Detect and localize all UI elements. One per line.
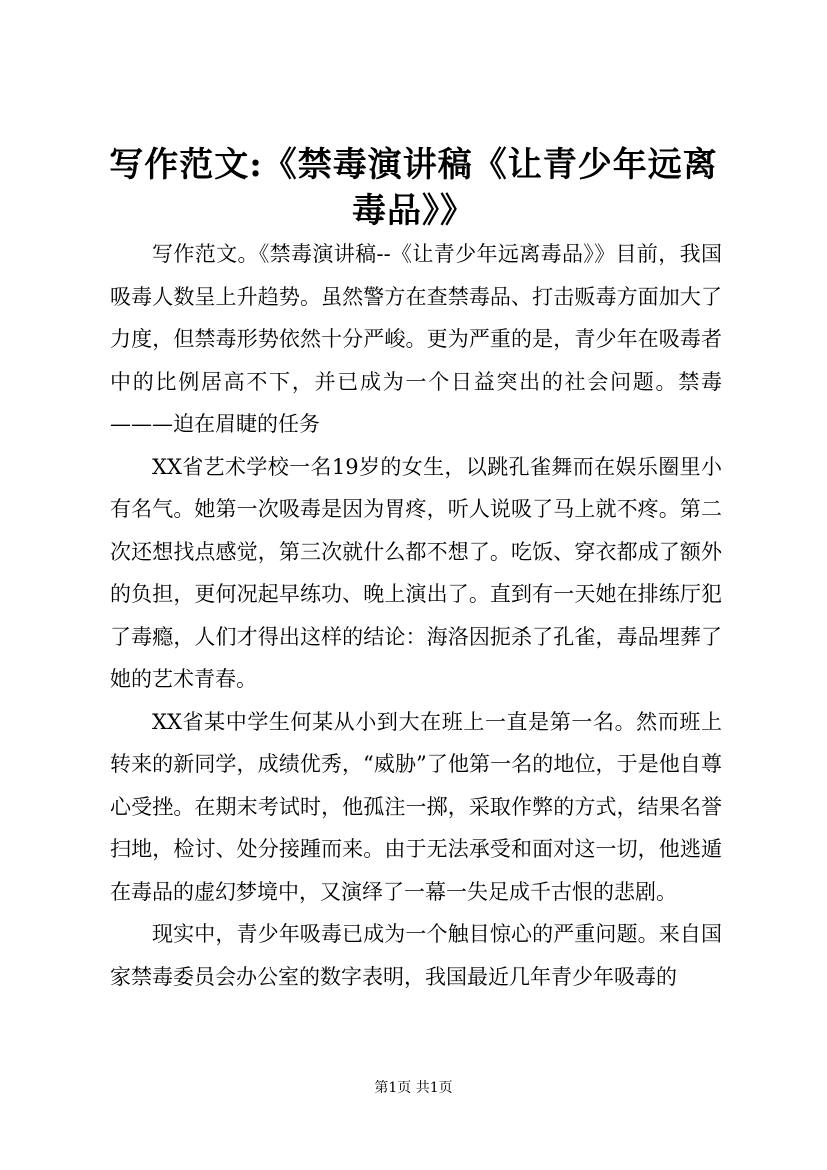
- document-title: 写作范文:《禁毒演讲稿《让青少年远离毒品》》: [109, 145, 718, 231]
- page-footer: 第1页 共1页: [374, 1080, 453, 1096]
- paragraph-case-dancer: XX省艺术学校一名19岁的女生，以跳孔雀舞而在娱乐圈里小有名气。她第一次吸毒是因为胃疼，听人说吸了马上就不疼。第二次还想找点感觉，第三次就什么都不想了。吃饭、穿衣都成了额外的负担，更何况起早练功、晚上演出了。直到有一天她在排练厅犯了毒瘾，人们才得出这样的结论：海洛因扼杀了孔雀，毒品埋葬了她的艺术青春。: [110, 454, 722, 691]
- paragraph-reality: 现实中，青少年吸毒已成为一个触目惊心的严重问题。来自国家禁毒委员会办公室的数字表明，我国最近几年青少年吸毒的: [110, 922, 722, 989]
- paragraph-intro: 写作范文。《禁毒演讲稿--《让青少年远离毒品》》目前，我国吸毒人数呈上升趋势。虽然警方在查禁毒品、打击贩毒方面加大了力度，但禁毒形势依然十分严峻。更为严重的是，青少年在吸毒者中的比例居高不下，并已成为一个日益突出的社会问题。禁毒———迫在眉睫的任务: [110, 242, 722, 436]
- paragraph-case-student: XX省某中学生何某从小到大在班上一直是第一名。然而班上转来的新同学，成绩优秀，“威胁”了他第一名的地位，于是他自尊心受挫。在期末考试时，他孤注一掷，采取作弊的方式，结果名誉扫地，检讨、处分接踵而来。由于无法承受和面对这一切，他逃遁在毒品的虚幻梦境中，又演绎了一幕一失足成千古恨的悲剧。: [110, 709, 722, 904]
- document-body: [110, 233, 722, 998]
